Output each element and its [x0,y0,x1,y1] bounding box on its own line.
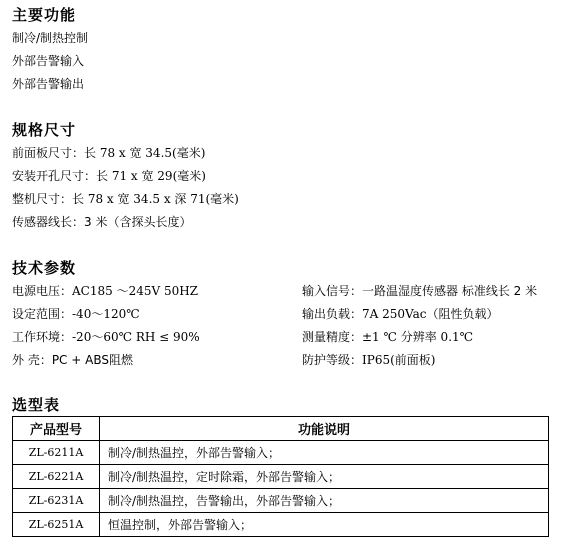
selection-heading: 选型表 [12,396,61,414]
header-function: 功能说明 [100,417,549,441]
tech-param-left: 工作环境：-20～60℃ RH ≤ 90% [12,330,200,344]
main-functions-heading: 主要功能 [12,6,77,24]
table-row [13,513,549,537]
model-cell: ZL-6231A [13,489,100,513]
desc-cell: 恒温控制，外部告警输入； [100,513,549,537]
tech-param-left: 外 壳：PC + ABS阻燃 [12,353,133,367]
tech-param-left: 设定范围：-40～120℃ [12,307,140,321]
tech-param-right: 输出负载：7A 250Vac（阻性负载） [302,307,499,321]
function-item: 外部告警输出 [12,77,85,91]
dimension-item: 前面板尺寸：长 78 x 宽 34.5(毫米) [12,146,206,160]
tech-param-right: 测量精度：±1 ℃ 分辨率 0.1℃ [302,330,474,344]
tech-param-right: 防护等级：IP65(前面板) [302,353,436,367]
dimension-item: 传感器线长：3 米（含探头长度） [12,215,192,229]
selection-table [12,416,549,537]
table-row [13,441,549,465]
table-header-row [13,417,549,441]
table-row [13,465,549,489]
model-cell: ZL-6211A [13,441,100,465]
tech-param-right: 输入信号：一路温湿度传感器 标准线长 2 米 [302,284,538,298]
desc-cell: 制冷/制热温控，定时除霜，外部告警输入； [100,465,549,489]
function-item: 外部告警输入 [12,54,85,68]
tech-param-left: 电源电压：AC185 ～245V 50HZ [12,284,199,298]
dimension-item: 整机尺寸：长 78 x 宽 34.5 x 深 71(毫米) [12,192,239,206]
desc-cell: 制冷/制热温控，告警输出，外部告警输入； [100,489,549,513]
table-row [13,489,549,513]
model-cell: ZL-6251A [13,513,100,537]
dimensions-heading: 规格尺寸 [12,121,77,139]
tech-params-heading: 技术参数 [12,259,77,277]
desc-cell: 制冷/制热温控，外部告警输入； [100,441,549,465]
header-model: 产品型号 [13,417,100,441]
model-cell: ZL-6221A [13,465,100,489]
function-item: 制冷/制热控制 [12,31,89,45]
dimension-item: 安装开孔尺寸：长 71 x 宽 29(毫米) [12,169,206,183]
